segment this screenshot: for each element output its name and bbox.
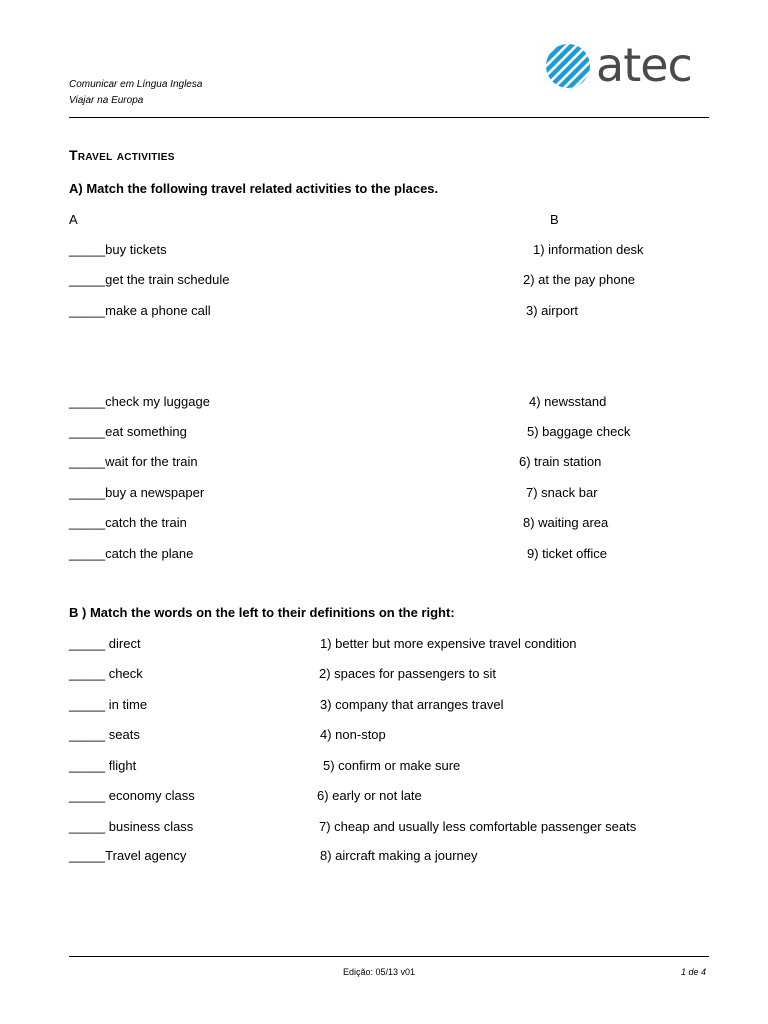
page-number: 1 de 4: [681, 967, 707, 977]
header-divider: [69, 117, 709, 118]
definition-item-text: 2) spaces for passengers to sit: [319, 666, 497, 681]
word-item: [69, 758, 136, 773]
place-item: [527, 424, 630, 439]
atec-logo-icon: [544, 42, 592, 90]
definition-item: [319, 819, 636, 834]
answer-blank[interactable]: _____: [69, 485, 106, 500]
definition-item: [320, 636, 577, 651]
activity-item-text: check my luggage: [105, 394, 210, 409]
course-name: Comunicar em Língua Inglesa: [69, 79, 203, 90]
definition-item-text: 8) aircraft making a journey: [320, 848, 478, 863]
answer-blank[interactable]: _____: [69, 636, 106, 651]
answer-blank[interactable]: _____: [69, 394, 106, 409]
place-item-text: 5) baggage check: [527, 424, 631, 439]
word-item-text: economy class: [105, 788, 195, 803]
word-item-text: in time: [105, 697, 148, 712]
answer-blank[interactable]: _____: [69, 758, 106, 773]
word-item-text: seats: [105, 727, 140, 742]
answer-blank[interactable]: _____: [69, 303, 106, 318]
activity-item: [69, 515, 187, 530]
activity-item-text: eat something: [105, 424, 187, 439]
column-a-label: A: [69, 212, 78, 227]
activity-item: [69, 303, 211, 318]
definition-item: [320, 697, 504, 712]
activity-item: [69, 546, 193, 561]
place-item-text: 7) snack bar: [526, 485, 598, 500]
word-item-text: direct: [105, 636, 141, 651]
activity-item: [69, 485, 204, 500]
activity-item: [69, 272, 229, 287]
place-item-text: 4) newsstand: [529, 394, 607, 409]
place-item-text: 2) at the pay phone: [523, 272, 636, 287]
word-item-text: Travel agency: [105, 848, 187, 863]
activity-item: [69, 454, 198, 469]
place-item: [519, 454, 601, 469]
activity-item: [69, 394, 210, 409]
activity-item-text: buy a newspaper: [105, 485, 205, 500]
definition-item-text: 3) company that arranges travel: [320, 697, 504, 712]
definition-item: [323, 758, 460, 773]
definition-item-text: 5) confirm or make sure: [323, 758, 461, 773]
activity-item-text: buy tickets: [105, 242, 167, 257]
word-item-text: check: [105, 666, 143, 681]
answer-blank[interactable]: _____: [69, 242, 106, 257]
activity-item: [69, 242, 167, 257]
word-item: [69, 848, 186, 863]
activity-item-text: get the train schedule: [105, 272, 230, 287]
place-item: [529, 394, 606, 409]
answer-blank[interactable]: _____: [69, 546, 106, 561]
place-item: [523, 515, 608, 530]
word-item: [69, 636, 141, 651]
activity-item-text: make a phone call: [105, 303, 211, 318]
section-b-question: B ) Match the words on the left to their definitions on the right:: [69, 605, 455, 620]
word-item: [69, 666, 143, 681]
definition-item-text: 6) early or not late: [317, 788, 422, 803]
activity-item-text: catch the train: [105, 515, 187, 530]
activity-item-text: wait for the train: [105, 454, 198, 469]
place-item: [533, 242, 644, 257]
definition-item: [317, 788, 422, 803]
word-item: [69, 697, 147, 712]
answer-blank[interactable]: _____: [69, 424, 106, 439]
atec-logo-text: atec: [596, 38, 692, 92]
place-item-text: 1) information desk: [533, 242, 644, 257]
definition-item-text: 1) better but more expensive travel condition: [320, 636, 577, 651]
place-item-text: 8) waiting area: [523, 515, 609, 530]
answer-blank[interactable]: _____: [69, 697, 106, 712]
definition-item: [319, 666, 496, 681]
activity-item: [69, 424, 187, 439]
column-b-label: B: [550, 212, 559, 227]
word-item-text: flight: [105, 758, 137, 773]
answer-blank[interactable]: _____: [69, 272, 106, 287]
place-item-text: 6) train station: [519, 454, 602, 469]
definition-item-text: 7) cheap and usually less comfortable passenger seats: [319, 819, 637, 834]
word-item: [69, 788, 195, 803]
definition-item: [320, 848, 478, 863]
definition-item: [320, 727, 386, 742]
footer-divider: [69, 956, 709, 957]
answer-blank[interactable]: _____: [69, 819, 106, 834]
section-a-question: A) Match the following travel related activities to the places.: [69, 181, 439, 196]
place-item: [526, 485, 598, 500]
place-item: [527, 546, 607, 561]
module-name: Viajar na Europa: [69, 95, 144, 106]
answer-blank[interactable]: _____: [69, 454, 106, 469]
edition-label: Edição: 05/13 v01: [343, 967, 416, 977]
word-item: [69, 727, 140, 742]
page-title: Travel activities: [69, 147, 175, 163]
answer-blank[interactable]: _____: [69, 727, 106, 742]
word-item-text: business class: [105, 819, 194, 834]
answer-blank[interactable]: _____: [69, 515, 106, 530]
activity-item-text: catch the plane: [105, 546, 194, 561]
word-item: [69, 819, 193, 834]
place-item-text: 9) ticket office: [527, 546, 607, 561]
place-item: [523, 272, 635, 287]
place-item-text: 3) airport: [526, 303, 579, 318]
answer-blank[interactable]: _____: [69, 666, 106, 681]
answer-blank[interactable]: _____: [69, 848, 106, 863]
answer-blank[interactable]: _____: [69, 788, 106, 803]
definition-item-text: 4) non-stop: [320, 727, 386, 742]
place-item: [526, 303, 578, 318]
